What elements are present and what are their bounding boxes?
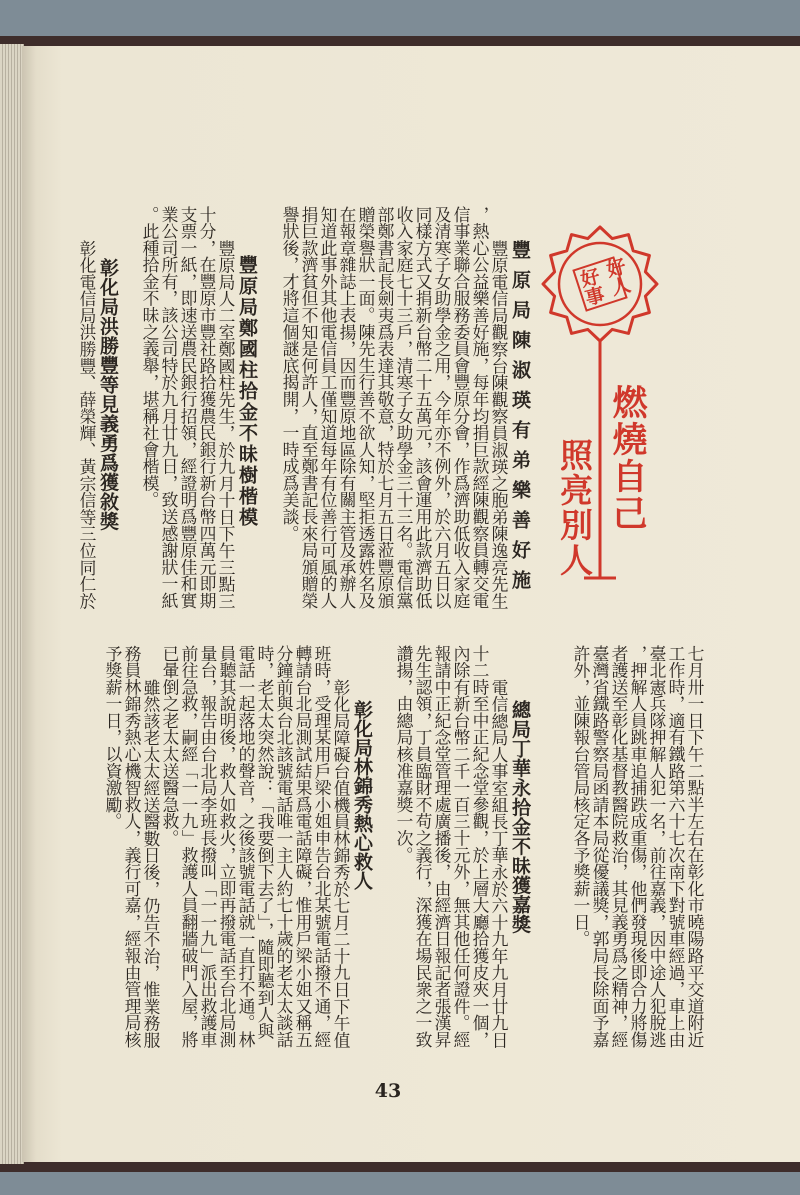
article-changhua-lin — [103, 645, 374, 1049]
article-line: 臺灣省鐵路警察局函請本局從優議獎，郭局長除面予嘉 — [590, 645, 610, 1048]
article-title: 彰化局林錦秀熱心救人 — [351, 700, 373, 890]
article-line: 轉請台北局測試結果爲電話障礙，惟用戶梁小姐又稱五 — [293, 645, 313, 1048]
article-line: 量台，報告由台北局李班長撥叫「一一九」派出救護車 — [198, 645, 218, 1048]
article-line: 在報章雜誌上表揚，因而豐原地區除有關主管及承辦人 — [337, 206, 357, 609]
article-line: 工作時，適有鐵路第六十七次南下對號車經過，車上由 — [666, 645, 686, 1048]
article-changhua-hong-continued — [571, 645, 704, 1049]
article-line: 彰化局障礙台值機員林錦秀於七月二十九日下午值 — [331, 678, 351, 1048]
article-line: 七月卅一日下午二點半左右在彰化市曉陽路平交道附近 — [685, 645, 705, 1048]
emblem-slogan-2: 照亮別人 — [555, 438, 594, 578]
page-number: 43 — [374, 1080, 402, 1102]
article-line: 予獎薪一日，以資激勵。 — [103, 645, 123, 830]
article-line: 贈榮譽狀一面。陳先生行善不欲人知，堅拒透露姓名及 — [356, 206, 376, 609]
article-line: 班時，受理某用戶梁小姐申告台北某號電話撥不通，經 — [312, 645, 332, 1048]
article-line: 員聽其說明後，救人如救火，立即再撥電話至台北局測 — [217, 645, 237, 1048]
article-line: 先生認領，丁員臨財不苟之義行，深獲在場民衆之一致 — [413, 645, 433, 1048]
article-line: 捐巨款濟貧但不知是何許人，直至鄭書記長來局頒贈榮 — [299, 206, 319, 609]
article-line: 支票一紙，即速送農民銀行招領，經證明爲豐原佳和實 — [178, 206, 198, 609]
article-line: 許外，並陳報台管局核定各予獎薪一日。 — [571, 645, 591, 948]
article-line: ，押解人員跳車追捕跌成重傷，他們發現後即合力將傷 — [628, 645, 648, 1048]
article-title: 豐原局鄭國柱拾金不昧樹楷模 — [236, 255, 258, 528]
article-fengyuan-chen — [280, 206, 532, 610]
article-changhua-hong — [77, 206, 120, 610]
article-line: 內除有新台幣二千一百三十元外，無其他任何證件。經 — [451, 645, 471, 1048]
article-line: 臺北憲兵隊押解人犯一名，前往嘉義，因中途人犯脫逃 — [647, 645, 667, 1048]
article-line: 者護送至彰化基督教醫院救治，其見義勇爲之精神，經 — [609, 645, 629, 1048]
article-line: 部鄭書記長劍夷爲表達其敬意，特於七月五日蒞豐原頒 — [375, 206, 395, 609]
article-line: 務員林錦秀熱心機智救人，義行可嘉，經報由管理局核 — [122, 645, 142, 1048]
article-line: 電話一起落地的聲音，之後該號電話就一直打不通。林 — [236, 645, 256, 1048]
article-fengyuan-zheng — [140, 206, 259, 610]
article-line: 電信總局人事室組長丁華永於六十九年九月廿九日 — [489, 678, 509, 1048]
article-line: 已暈倒之老太太送醫急救。 — [160, 645, 180, 847]
emblem-badge-left: 好事 — [575, 265, 607, 308]
article-line: 報請中正紀念堂管理處廣播後，由經濟日報記者張漢昇 — [432, 645, 452, 1048]
article-line: 同樣方式又捐新台幣二十五萬元，該會運用此款濟助低 — [413, 206, 433, 609]
article-line: 彰化電信局洪勝豐、薛榮輝、黃宗信等三位同仁於 — [77, 239, 97, 609]
article-line: 分鐘前與台北該號電話唯一主人約七十歲的老太太談話 — [274, 645, 294, 1048]
emblem-slogan-1: 燃燒自己 — [607, 384, 647, 532]
article-line: 雖然該老太太經送醫數日後，仍告不治，惟業務服 — [141, 678, 161, 1048]
article-line: 業公司所有，該公司特於九月廿九日，致送感謝狀一紙 — [159, 206, 179, 609]
article-zongju-ding — [394, 645, 532, 1049]
article-line: 豐原電信局觀察台陳觀察員淑瑛之胞弟陳逸亮先生 — [489, 239, 509, 609]
page-edges — [0, 44, 24, 1164]
article-line: 。此種拾金不昧之義舉，堪稱社會楷模。 — [140, 206, 160, 509]
article-line: ，熱心公益樂善好施，每年均捐巨款經陳觀察員轉交電 — [470, 206, 490, 609]
article-line: 時，老太太突然說：「我要倒下去了」，隨即聽到人與 — [255, 645, 275, 1040]
article-line: 及清寒子女助學金之用，今年亦不例外，於六月五日以 — [432, 206, 452, 609]
article-line: 讚揚，由總局核准嘉獎一次。 — [394, 645, 414, 864]
emblem-badge-right: 好人 — [601, 255, 633, 298]
article-line: 前往急救，嗣經「一一九」救護人員翻牆破門入屋，將 — [179, 645, 199, 1048]
article-title: 總局丁華永拾金不昧獲嘉獎 — [509, 700, 531, 934]
article-line: 信事業聯合服務委員會豐原分會，作爲濟助低收入家庭 — [451, 206, 471, 609]
article-line: 十分，在豐原市豐社路拾獲農民銀行新台幣四萬元即期 — [197, 206, 217, 609]
article-line: 收入家庭七十三戶，清寒子女助學金三十三名。電信黨 — [394, 206, 414, 609]
article-line: 十二時至中正紀念堂參觀，於上層大廳拾獲皮夾一個， — [470, 645, 490, 1048]
article-line: 知道此事外其他電信員工僅知道每年有位善行可風的人 — [318, 206, 338, 609]
article-title: 豐原局陳淑瑛有弟樂善好施 — [509, 240, 531, 600]
article-line: 豐原局人二室鄭國柱先生，於九月十日下午三點三 — [216, 239, 236, 609]
article-line: 譽狀後，才將這個謎底揭開，一時成爲美談。 — [280, 206, 300, 542]
article-title: 彰化局洪勝豐等見義勇爲獲敘獎 — [97, 258, 119, 531]
